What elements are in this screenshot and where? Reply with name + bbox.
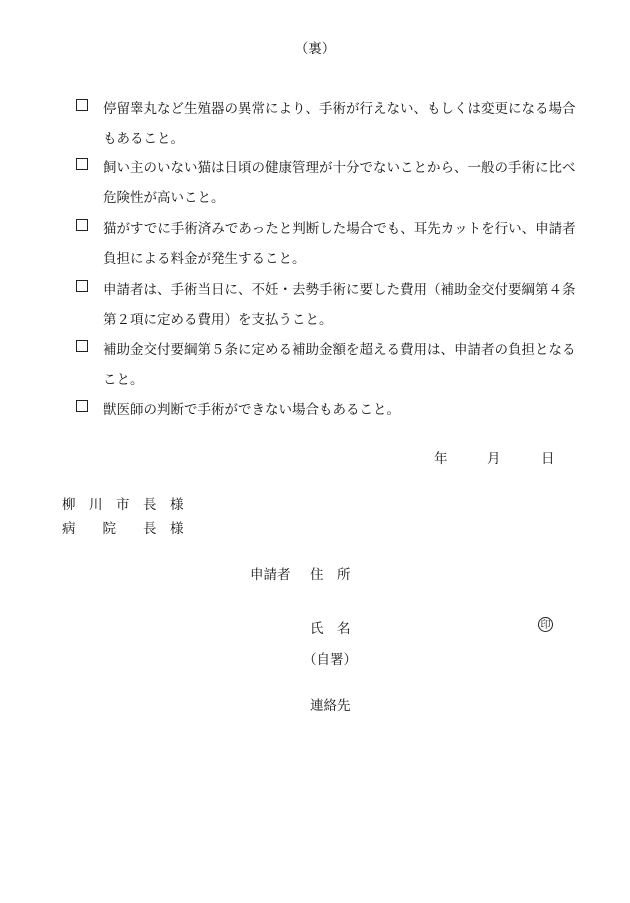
contact-label: 連絡先: [310, 698, 351, 714]
item-text-line: 獣医師の判断で手術ができない場合もあること。: [103, 402, 400, 418]
date-month: 月: [487, 451, 501, 467]
addressee-hospital: 病 院 長 様: [62, 521, 184, 537]
checkbox[interactable]: [76, 400, 88, 412]
item-text-line: 猫がすでに手術済みであったと判断した場合でも、耳先カットを行い、申請者: [103, 221, 576, 237]
page-header: （裏）: [294, 41, 336, 57]
checkbox[interactable]: [76, 99, 88, 111]
item-text-line: 危険性が高いこと。: [103, 190, 225, 206]
date-day: 日: [541, 451, 555, 467]
applicant-label: 申請者: [250, 567, 291, 583]
item-text-line: 補助金交付要綱第５条に定める補助金額を超える費用は、申請者の負担となる: [103, 342, 576, 358]
name-label: 氏 名: [310, 621, 351, 637]
address-label: 住 所: [310, 567, 351, 583]
checkbox[interactable]: [76, 340, 88, 352]
seal-mark: 印: [538, 617, 553, 632]
signature-note: （自署）: [303, 652, 357, 668]
addressee-mayor: 柳 川 市 長 様: [62, 497, 184, 513]
item-text-line: 申請者は、手術当日に、不妊・去勢手術に要した費用（補助金交付要綱第４条: [103, 282, 576, 298]
item-text-line: 停留睾丸など生殖器の異常により、手術が行えない、もしくは変更になる場合: [103, 101, 576, 117]
item-text-line: 第２項に定める費用）を支払うこと。: [103, 312, 333, 328]
item-text-line: こと。: [103, 372, 144, 388]
date-year: 年: [434, 451, 448, 467]
checkbox[interactable]: [76, 219, 88, 231]
checkbox[interactable]: [76, 158, 88, 170]
item-text-line: 負担による料金が発生すること。: [103, 251, 306, 267]
checkbox[interactable]: [76, 280, 88, 292]
item-text-line: もあること。: [103, 131, 184, 147]
item-text-line: 飼い主のいない猫は日頃の健康管理が十分でないことから、一般の手術に比べ: [103, 160, 576, 176]
